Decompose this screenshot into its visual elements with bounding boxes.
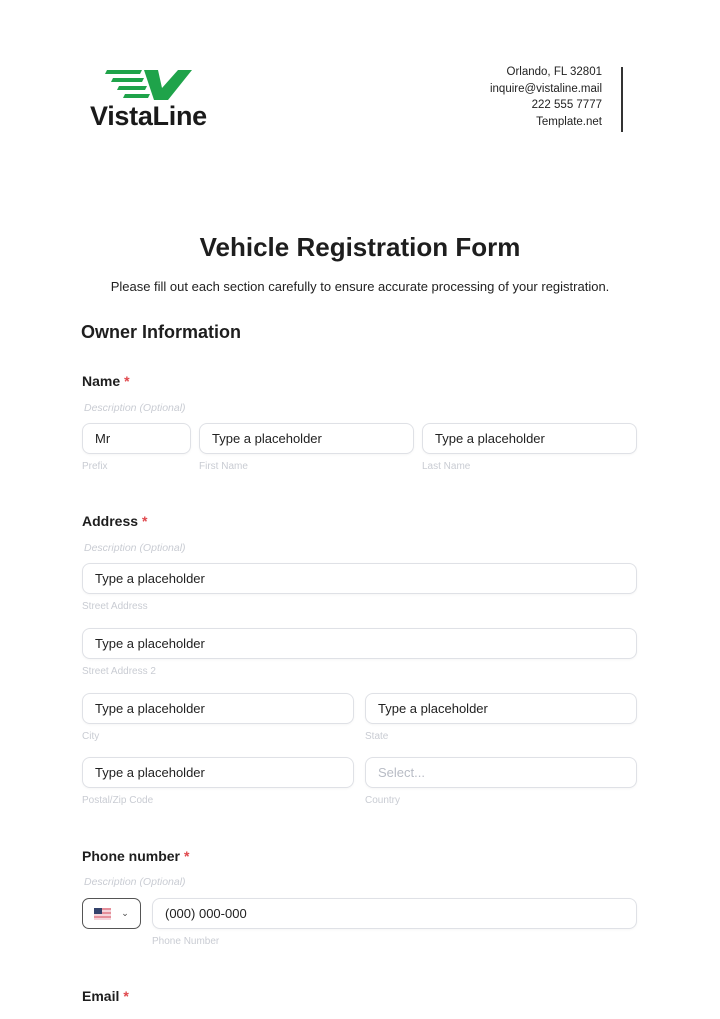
vistaline-logo-icon [104, 68, 194, 102]
phone-label-text: Phone number [82, 848, 181, 864]
address-label-text: Address [82, 513, 139, 529]
section-heading: Owner Information [81, 322, 242, 342]
form-subtitle: Please fill out each section carefully to ensure accurate processing of your registration. [110, 279, 610, 294]
street-address-sublabel: Street Address [82, 601, 148, 612]
contact-info [490, 64, 602, 130]
form-title: Vehicle Registration Form [199, 232, 521, 262]
first-name-input[interactable]: Type a placeholder [199, 423, 414, 454]
chevron-down-icon: ⌄ [121, 908, 129, 918]
contact-phone: 222 555 7777 [531, 99, 602, 111]
required-mark: * [123, 988, 129, 1004]
country-select[interactable]: Select... [365, 757, 637, 788]
divider [621, 67, 623, 132]
contact-website[interactable]: Template.net [536, 115, 602, 128]
state-input[interactable]: Type a placeholder [365, 693, 637, 724]
required-mark: * [142, 513, 148, 529]
us-flag-icon [94, 908, 111, 920]
phone-description: Description (Optional) [84, 876, 186, 888]
country-code-dropdown[interactable] [82, 898, 141, 929]
state-sublabel: State [365, 731, 389, 742]
phone-input[interactable]: (000) 000-000 [152, 898, 637, 929]
last-name-input[interactable]: Type a placeholder [422, 423, 637, 454]
phone-label [82, 848, 189, 864]
contact-email[interactable]: inquire@vistaline.mail [489, 82, 602, 95]
country-sublabel: Country [365, 795, 401, 806]
street-address-2-input[interactable]: Type a placeholder [82, 628, 637, 659]
contact-address: Orlando, FL 32801 [506, 66, 602, 78]
prefix-input[interactable]: Mr [82, 423, 191, 454]
required-mark: * [124, 373, 130, 389]
required-mark: * [184, 848, 190, 864]
phone-sublabel: Phone Number [152, 936, 220, 947]
address-label [82, 513, 147, 529]
street-address-input[interactable]: Type a placeholder [82, 563, 637, 594]
brand-name: VistaLine [90, 101, 207, 131]
name-label [82, 373, 130, 389]
city-sublabel: City [82, 731, 100, 742]
street-address-2-sublabel: Street Address 2 [82, 666, 156, 677]
email-label [82, 988, 129, 1004]
postal-code-sublabel: Postal/Zip Code [82, 795, 154, 806]
address-description: Description (Optional) [84, 542, 186, 554]
first-name-sublabel: First Name [199, 461, 248, 472]
name-description: Description (Optional) [84, 402, 186, 414]
city-input[interactable]: Type a placeholder [82, 693, 354, 724]
prefix-sublabel: Prefix [82, 461, 108, 472]
name-label-text: Name [82, 373, 121, 389]
email-label-text: Email [82, 988, 120, 1004]
last-name-sublabel: Last Name [422, 461, 471, 472]
postal-code-input[interactable]: Type a placeholder [82, 757, 354, 788]
